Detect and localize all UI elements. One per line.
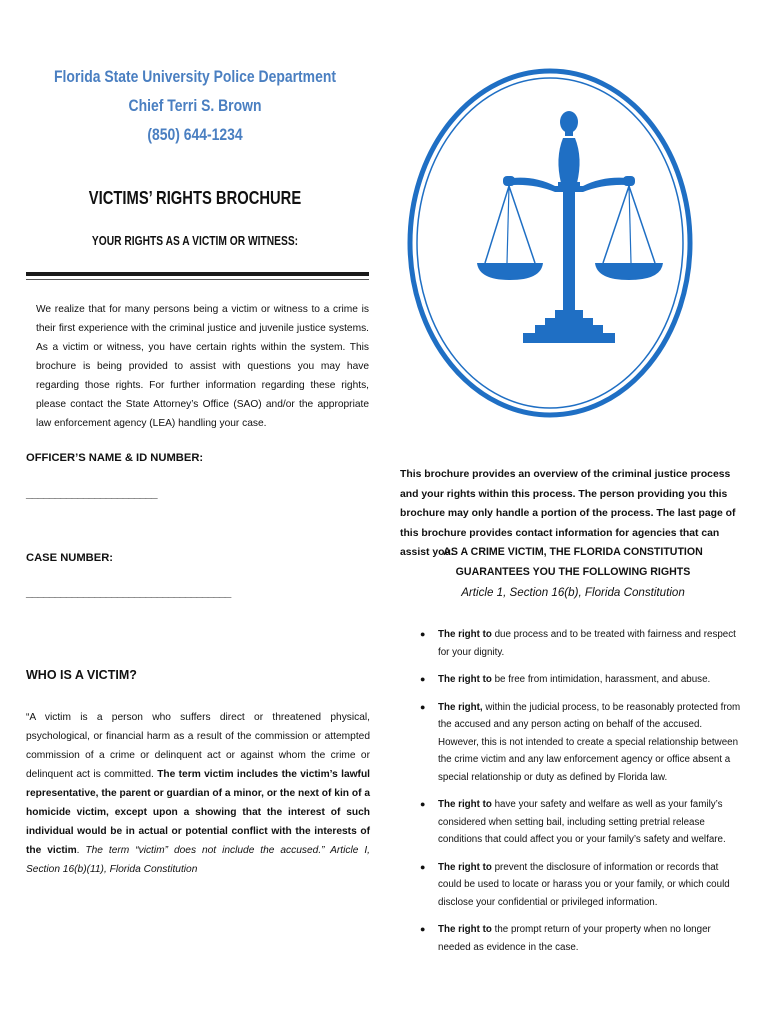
divider-thin	[26, 279, 369, 280]
rights-list-item	[418, 699, 744, 787]
right-text: due process and to be treated with fairness and respect for your dignity.	[438, 629, 736, 658]
right-lead: The right to	[438, 629, 492, 640]
victim-definition	[26, 708, 370, 879]
department-name: Florida State University Police Department	[53, 67, 336, 86]
brochure-subtitle: YOUR RIGHTS AS A VICTIM OR WITNESS:	[91, 234, 299, 248]
rights-list-item	[418, 921, 744, 956]
right-lead: The right,	[438, 701, 483, 713]
department-header	[52, 62, 339, 149]
bullet-icon: ●	[420, 629, 426, 639]
bullet-icon: ●	[420, 861, 426, 872]
scales-of-justice-icon	[395, 58, 705, 438]
bullet-icon: ●	[420, 799, 426, 809]
right-lead: The right to	[438, 674, 492, 685]
right-lead: The right to	[438, 799, 492, 810]
officer-blank-line: _______________________	[26, 486, 157, 500]
right-text: be free from intimidation, harassment, and abuse.	[491, 674, 711, 685]
rights-list-item	[418, 796, 744, 849]
department-phone: (850) 644-1234	[147, 125, 243, 144]
guarantee-heading: AS A CRIME VICTIM, THE FLORIDA CONSTITUTION GUARANTEES YOU THE FOLLOWING RIGHTS	[443, 546, 703, 578]
constitution-citation: Article 1, Section 16(b), Florida Constitution	[461, 586, 685, 599]
right-lead: The right to	[438, 861, 492, 873]
overview-paragraph: This brochure provides an overview of the criminal justice process and your rights within this process. The person providing you this brochure may only handle a portion of the process. The last page of this brochure provides contact information for agencies that can assist you.	[400, 469, 736, 558]
bullet-icon: ●	[420, 674, 426, 684]
right-text: within the judicial process, to be reasonably protected from the accused and any person acting on behalf of the accused. However, this is not intended to create a special relationship between the crime victim and any law enforcement agency or office absent a special relationship or duty as defined by Florida law.	[438, 701, 741, 783]
victim-definition-period: .	[76, 845, 86, 856]
right-text: the prompt return of your property when no longer needed as evidence in the case.	[438, 924, 711, 953]
victim-definition-citation: The term “victim” does not include the accused.” Article I, Section 16(b)(11), Florida Constitution	[26, 845, 370, 875]
right-text: have your safety and welfare as well as your family’s considered when setting bail, including setting pretrial release conditions that could affect you or your family’s safety and welfare.	[438, 799, 726, 845]
rights-list-item	[418, 626, 744, 661]
case-number-label: CASE NUMBER:	[26, 552, 114, 564]
bullet-icon: ●	[420, 701, 426, 712]
victim-definition-plain: “A victim is a person who suffers direct or threatened physical, psychological, or financial harm as a result of the commission or attempted commission of a crime or delinquent act or against whom the crime or delinquent act is committed.	[26, 712, 370, 780]
rights-list-item	[418, 859, 744, 912]
divider-thick	[26, 272, 369, 276]
who-is-victim-heading: WHO IS A VICTIM?	[26, 668, 137, 682]
right-lead: The right to	[438, 924, 492, 935]
intro-paragraph: We realize that for many persons being a victim or witness to a crime is their first experience with the criminal justice and juvenile justice systems. As a victim or witness, you have certain rights within the system. This brochure is being provided to assist with questions you may have regarding those rights. For further information regarding these rights, please contact the State Attorney’s Office (SAO) and/or the appropriate law enforcement agency (LEA) handling your case.	[36, 304, 369, 429]
officer-label: OFFICER’S NAME & ID NUMBER:	[26, 452, 204, 464]
right-text: prevent the disclosure of information or records that could be used to locate or harass you or your family, or which could disclose your confidential or privileged information.	[438, 861, 730, 908]
victim-definition-bold: The term victim includes the victim’s lawful representative, the parent or guardian of a minor, or the next of kin of a homicide victim, except upon a showing that the interest of such individual would be in actual or potential conflict with the interests of the victim	[26, 769, 370, 856]
brochure-title: VICTIMS’ RIGHTS BROCHURE	[88, 188, 302, 208]
bullet-icon: ●	[420, 924, 426, 934]
rights-list-item	[418, 671, 744, 689]
case-number-blank-line: ____________________________________	[26, 585, 231, 599]
rights-list	[418, 626, 744, 966]
chief-name: Chief Terri S. Brown	[128, 96, 262, 115]
